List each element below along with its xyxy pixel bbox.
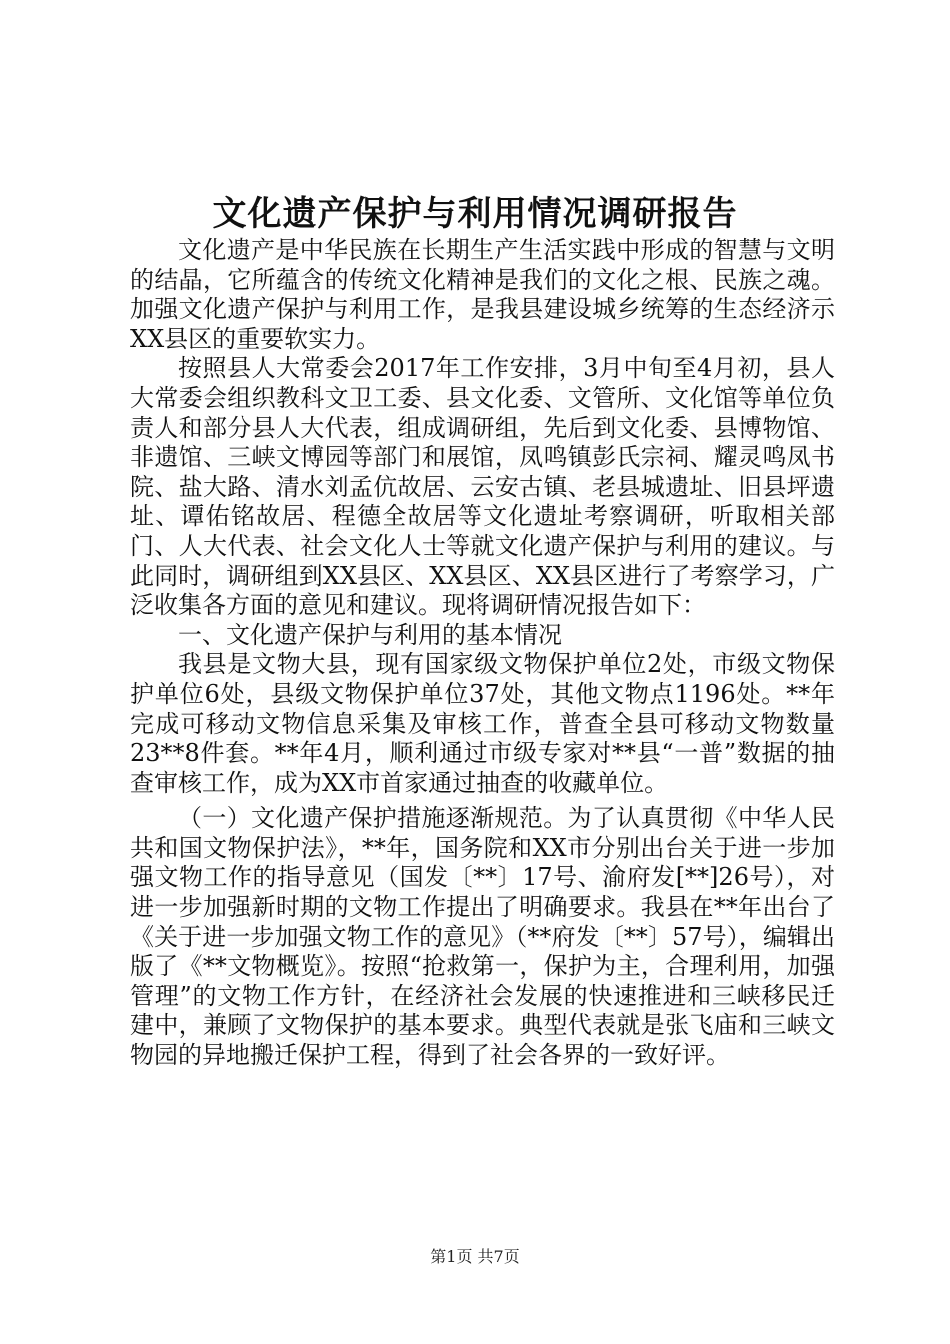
paragraph-subsection-1: （一）文化遗产保护措施逐渐规范。为了认真贯彻《中华人民共和国文物保护法》，**年，国务院和XX市分别出台关于进一步加强文物工作的指导意见（国发〔**〕17号、渝府发[**]26号），对进一步加强新时期的文物工作提出了明确要求。我县在**年出台了《关于进一步加强文物工作的意见》（**府发〔**〕57号），编辑出版了《**文物概览》。按照“抢救第一，保护为主，合理利用，加强管理”的文物工作方针，在经济社会发展的快速推进和三峡移民迁建中，兼顾了文物保护的基本要求。典型代表就是张飞庙和三峡文物园的异地搬迁保护工程，得到了社会各界的一致好评。: [130, 804, 835, 1070]
paragraph-intro: 文化遗产是中华民族在长期生产生活实践中形成的智慧与文明的结晶，它所蕴含的传统文化精神是我们的文化之根、民族之魂。加强文化遗产保护与利用工作，是我县建设城乡统筹的生态经济示XX县区的重要软实力。: [130, 236, 835, 353]
document-title: 文化遗产保护与利用情况调研报告: [212, 194, 738, 234]
paragraph-investigation: 按照县人大常委会2017年工作安排，3月中旬至4月初，县人大常委会组织教科文卫工委、县文化委、文管所、文化馆等单位负责人和部分县人大代表，组成调研组，先后到文化委、县博物馆、非遗馆、三峡文博园等部门和展馆，凤鸣镇彭氏宗祠、耀灵鸣凤书院、盐大路、清水刘孟伉故居、云安古镇、老县城遗址、旧县坪遗址、谭佑铭故居、程德全故居等文化遗址考察调研，听取相关部门、人大代表、社会文化人士等就文化遗产保护与利用的建议。与此同时，调研组到XX县区、XX县区、XX县区进行了考察学习，广泛收集各方面的意见和建议。现将调研情况报告如下：: [130, 354, 835, 620]
page-footer: 第1页 共7页: [430, 1247, 520, 1266]
document-body: [130, 236, 835, 1071]
section-heading-1: 一、文化遗产保护与利用的基本情况: [178, 620, 562, 649]
paragraph-basic-situation: 我县是文物大县，现有国家级文物保护单位2处，市级文物保护单位6处，县级文物保护单位37处，其他文物点1196处。**年完成可移动文物信息采集及审核工作，普查全县可移动文物数量23**8件套。**年4月，顺利通过市级专家对**县“一普”数据的抽查审核工作，成为XX市首家通过抽查的收藏单位。: [130, 650, 835, 797]
